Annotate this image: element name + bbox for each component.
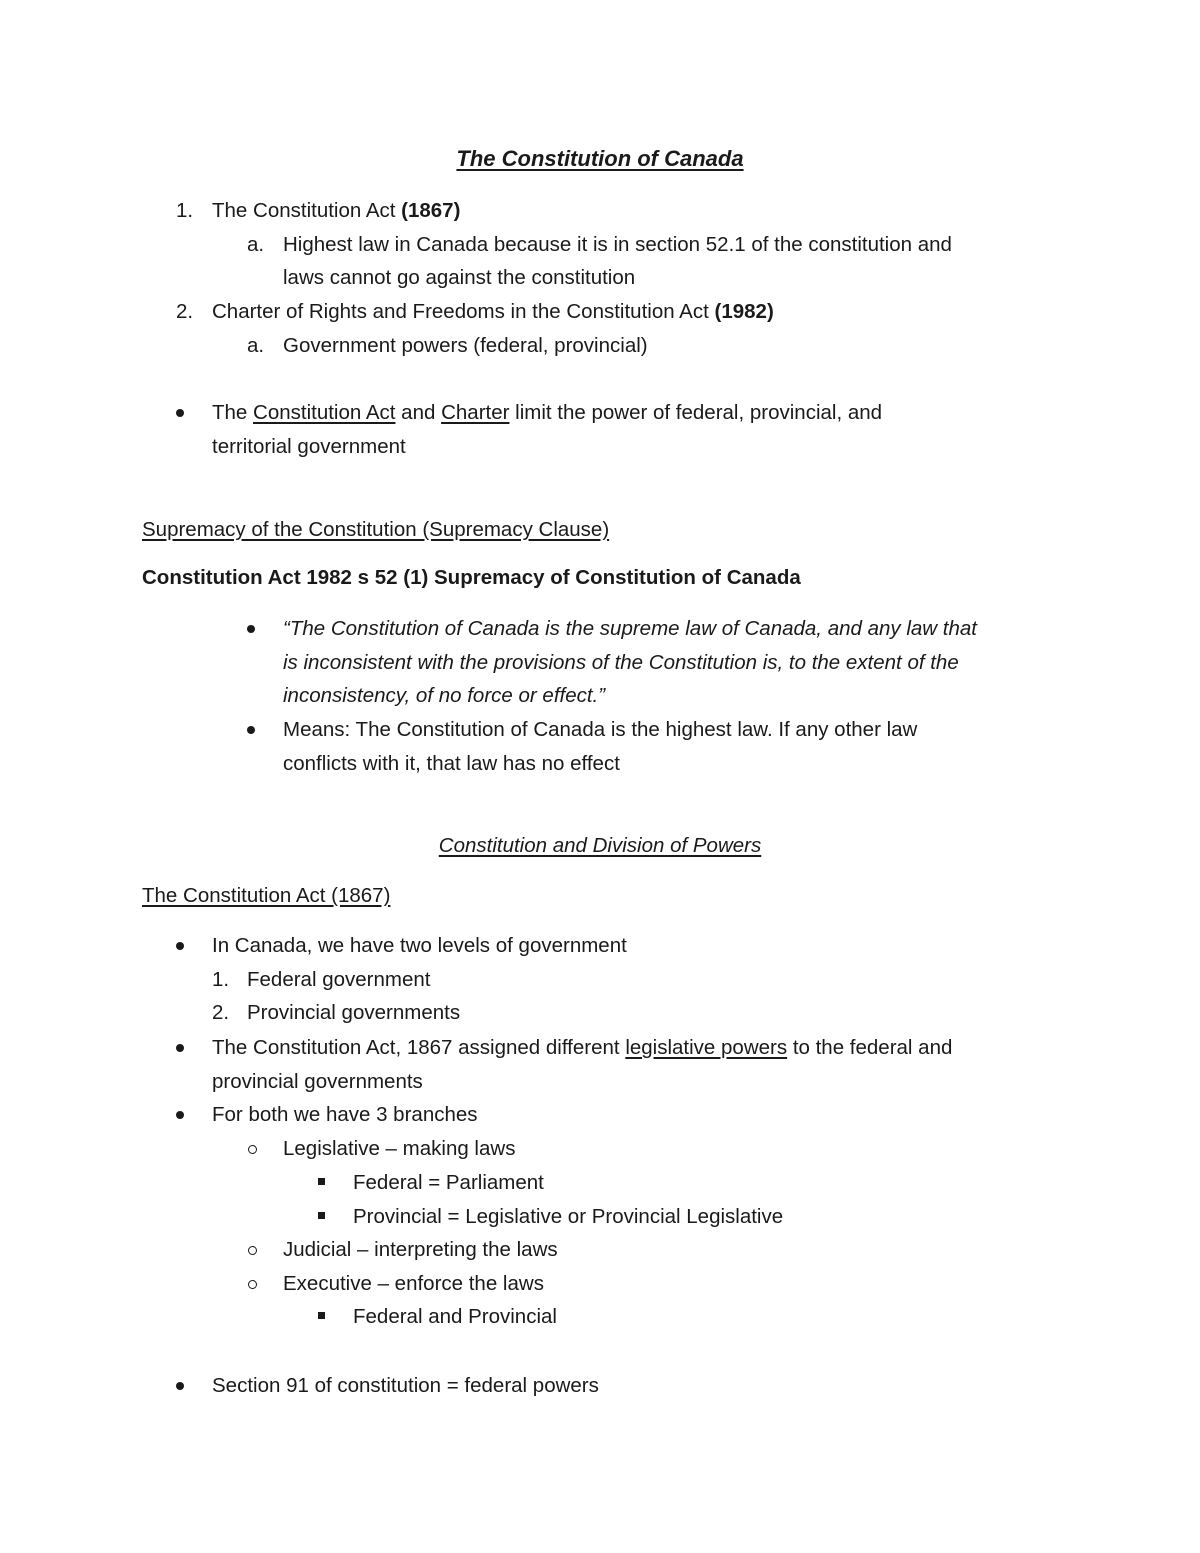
- legislative-federal: Federal = Parliament: [353, 1171, 544, 1194]
- quote-line2: is inconsistent with the provisions of the Constitution is, to the extent of the: [283, 651, 959, 674]
- executive-federal-provincial: Federal and Provincial: [353, 1305, 557, 1328]
- year-1982: (1982): [714, 300, 774, 323]
- sub-item-highest-law-line2: laws cannot go against the constitution: [283, 266, 636, 289]
- means-line2: conflicts with it, that law has no effect: [283, 752, 620, 775]
- branch-executive: Executive – enforce the laws: [283, 1272, 544, 1295]
- legislative-powers-underlined: legislative powers: [625, 1036, 788, 1059]
- bullet-dot: [176, 1044, 184, 1052]
- means-line1: Means: The Constitution of Canada is the highest law. If any other law: [283, 718, 918, 741]
- branch-judicial: Judicial – interpreting the laws: [283, 1238, 558, 1261]
- bullet-square: [318, 1312, 325, 1319]
- sub-list-marker: a.: [247, 334, 265, 357]
- levels-text: In Canada, we have two levels of government: [212, 934, 627, 957]
- text-segment: The Constitution Act, 1867 assigned different: [212, 1036, 626, 1059]
- legislative-provincial: Provincial = Legislative or Provincial Legislative: [353, 1205, 784, 1228]
- bullet-dot: [247, 625, 255, 633]
- branches-text: For both we have 3 branches: [212, 1103, 478, 1126]
- sub-item-government-powers: Government powers (federal, provincial): [283, 334, 648, 357]
- bullet-dot: [176, 942, 184, 950]
- sub-list-marker: a.: [247, 233, 265, 256]
- text-segment: to the federal and: [787, 1036, 953, 1059]
- list-marker: 1.: [176, 199, 194, 222]
- list-item-text: Charter of Rights and Freedoms in the Constitution Act: [212, 300, 715, 323]
- list-item-charter: [212, 302, 774, 323]
- level-provincial: Provincial governments: [247, 1001, 461, 1024]
- supremacy-heading: Supremacy of the Constitution (Supremacy Clause): [142, 518, 610, 541]
- bullet-circle: [248, 1246, 257, 1255]
- bullet-circle: [248, 1280, 257, 1289]
- act-1867-heading: The Constitution Act (1867): [142, 884, 391, 907]
- level-federal: Federal government: [247, 968, 431, 991]
- assigned-powers-line2: provincial governments: [212, 1070, 423, 1093]
- supremacy-subheading: Constitution Act 1982 s 52 (1) Supremacy of Constitution of Canada: [142, 566, 801, 589]
- bullet-dot: [176, 409, 184, 417]
- text-segment: limit the power of federal, provincial, and: [509, 401, 883, 424]
- quote-line1: “The Constitution of Canada is the supreme law of Canada, and any law that: [283, 617, 977, 640]
- constitution-act-underlined: Constitution Act: [253, 401, 396, 424]
- list-marker: 2.: [212, 1001, 230, 1024]
- list-marker: 2.: [176, 300, 194, 323]
- bullet-limit-power: [212, 403, 882, 424]
- quote-line3: inconsistency, of no force or effect.”: [283, 684, 606, 707]
- bullet-square: [318, 1178, 325, 1185]
- assigned-powers: [212, 1038, 952, 1059]
- list-marker: 1.: [212, 968, 230, 991]
- page-title: The Constitution of Canada: [456, 146, 744, 171]
- text-segment: and: [395, 401, 442, 424]
- charter-underlined: Charter: [441, 401, 510, 424]
- bullet-limit-power-line2: territorial government: [212, 435, 406, 458]
- list-item-constitution-act-1867: [212, 201, 460, 222]
- section-91: Section 91 of constitution = federal powers: [212, 1374, 599, 1397]
- list-item-text: The Constitution Act: [212, 199, 402, 222]
- sub-item-highest-law-line1: Highest law in Canada because it is in section 52.1 of the constitution and: [283, 233, 952, 256]
- bullet-dot: [247, 726, 255, 734]
- branch-legislative: Legislative – making laws: [283, 1137, 516, 1160]
- bullet-square: [318, 1212, 325, 1219]
- text-segment: The: [212, 401, 254, 424]
- bullet-dot: [176, 1382, 184, 1390]
- bullet-circle: [248, 1145, 257, 1154]
- year-1867: (1867): [401, 199, 461, 222]
- division-heading: Constitution and Division of Powers: [438, 834, 762, 857]
- bullet-dot: [176, 1111, 184, 1119]
